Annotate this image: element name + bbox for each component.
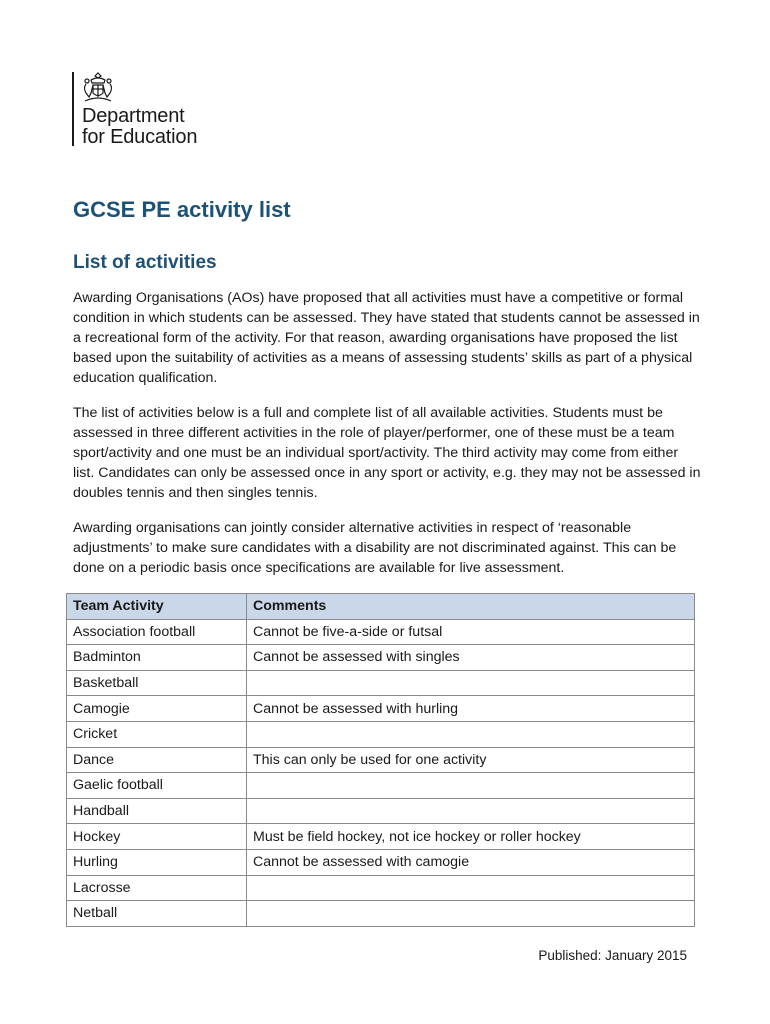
section-heading: List of activities (73, 252, 217, 273)
comment-cell (247, 798, 695, 824)
comment-cell (247, 773, 695, 799)
table-row (67, 619, 695, 645)
published-date: Published: January 2015 (538, 948, 687, 963)
activity-cell: Lacrosse (67, 875, 247, 901)
activity-cell: Badminton (67, 645, 247, 671)
table-row (67, 670, 695, 696)
table-row (67, 645, 695, 671)
table-row (67, 875, 695, 901)
intro-paragraph: Awarding Organisations (AOs) have proposed that all activities must have a competitive or formal condition in which students can be assessed. They have stated that students cannot be assessed in a recreational form of the activity. For that reason, awarding organisations have proposed the list based upon the suitability of activities as a means of assessing students’ skills as part of a physical education qualification. (73, 290, 700, 386)
table-row (67, 696, 695, 722)
table-row (67, 773, 695, 799)
activity-cell: Netball (67, 901, 247, 927)
royal-crest-icon (80, 72, 116, 106)
table-row (67, 901, 695, 927)
adjustments-paragraph: Awarding organisations can jointly consider alternative activities in respect of ‘reasonable adjustments’ to make sure candidates with a disability are not discriminated against. This can be done on a periodic basis once specifications are available for live assessment. (73, 520, 677, 576)
comment-cell: Cannot be assessed with hurling (247, 696, 695, 722)
activity-cell: Basketball (67, 670, 247, 696)
comment-cell (247, 875, 695, 901)
header-team-activity: Team Activity (67, 594, 247, 620)
activity-cell: Hockey (67, 824, 247, 850)
comment-cell (247, 901, 695, 927)
activity-rules-paragraph: The list of activities below is a full and complete list of all available activities. Students must be assessed in three different activities in the role of player/performer, one of these must be a team sport/activity and one must be an individual sport/activity. The third activity may come from either list. Candidates can only be assessed once in any sport or activity, e.g. they may not be assessed in doubles tennis and then singles tennis. (73, 405, 701, 501)
table-row (67, 747, 695, 773)
comment-cell: Cannot be assessed with camogie (247, 849, 695, 875)
table-row (67, 798, 695, 824)
activity-cell: Cricket (67, 721, 247, 747)
activity-cell: Gaelic football (67, 773, 247, 799)
comment-cell (247, 670, 695, 696)
department-name-line1: Department (82, 105, 185, 127)
department-name-line2: for Education (82, 126, 198, 148)
comment-cell: Cannot be assessed with singles (247, 645, 695, 671)
comment-cell: Must be field hockey, not ice hockey or roller hockey (247, 824, 695, 850)
comment-cell (247, 721, 695, 747)
table-row (67, 849, 695, 875)
table-row (67, 721, 695, 747)
comment-cell: Cannot be five-a-side or futsal (247, 619, 695, 645)
comment-cell: This can only be used for one activity (247, 747, 695, 773)
activity-cell: Dance (67, 747, 247, 773)
page-title: GCSE PE activity list (73, 197, 291, 222)
header-comments: Comments (247, 594, 695, 620)
activity-cell: Association football (67, 619, 247, 645)
team-activity-table (66, 593, 695, 927)
activity-cell: Hurling (67, 849, 247, 875)
logo-divider (72, 72, 74, 146)
table-row (67, 824, 695, 850)
activity-cell: Camogie (67, 696, 247, 722)
table-header-row (67, 594, 695, 620)
activity-cell: Handball (67, 798, 247, 824)
